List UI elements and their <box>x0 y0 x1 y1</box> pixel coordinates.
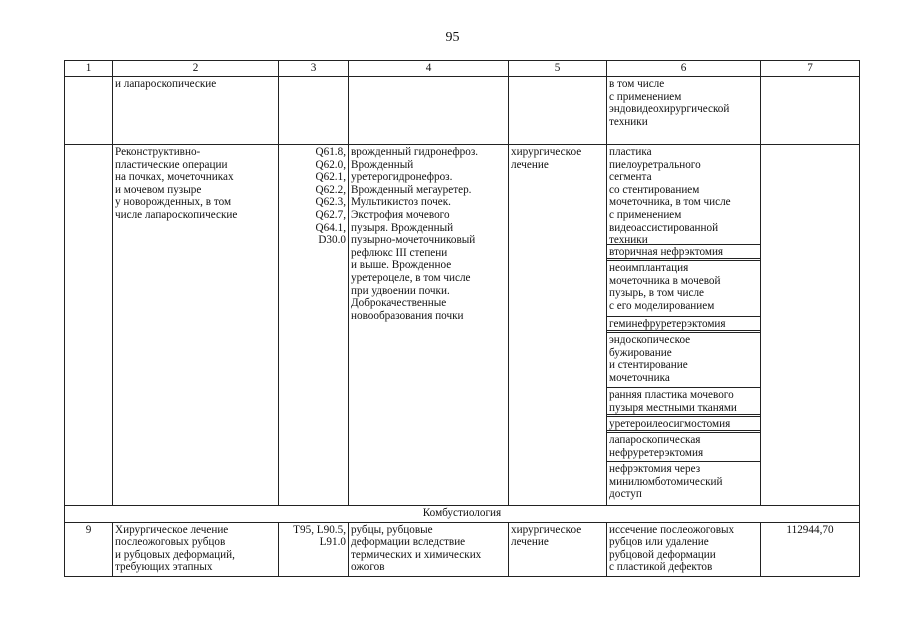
method-item: эндоскопическое бужирование и стентирование мочеточника <box>607 333 760 388</box>
page-number: 95 <box>445 30 460 45</box>
methods-cell <box>607 145 761 506</box>
section-title: Комбустиология <box>65 506 860 523</box>
method-item: лапароскопическая нефруретерэктомия <box>607 433 760 462</box>
method-item: нефрэктомия через минилюмботомический доступ <box>609 463 723 501</box>
row-number-cell <box>65 77 113 145</box>
method-item: ранняя пластика мочевого пузыря местными тканями <box>607 388 760 417</box>
column-number: 4 <box>349 61 509 77</box>
method-item: геминефруретерэктомия <box>607 317 760 333</box>
procedures-table <box>64 60 860 577</box>
treatment-type-cell <box>509 77 607 145</box>
column-number: 6 <box>607 61 761 77</box>
cost-cell <box>761 145 860 506</box>
method-cell: иссечение послеожоговых рубцов или удаление рубцовой деформации с пластикой дефектов <box>607 522 761 576</box>
method-item: уретероилеосигмостомия <box>607 417 760 433</box>
method-item: вторичная нефрэктомия <box>607 245 760 261</box>
operation-name-text: Хирургическое лечение послеожоговых рубцов и рубцовых деформаций, требующих этапных <box>115 523 235 574</box>
diagnosis-cell: рубцы, рубцовые деформации вследствие термических и химических ожогов <box>349 522 509 576</box>
row-number-cell: 9 <box>65 522 113 576</box>
column-number: 5 <box>509 61 607 77</box>
method-item: неоимплантация мочеточника в мочевой пузырь, в том числе с его моделированием <box>607 261 760 317</box>
column-number: 7 <box>761 61 860 77</box>
column-number-row <box>65 61 860 77</box>
column-number: 3 <box>279 61 349 77</box>
cost-cell <box>761 77 860 145</box>
icd-codes-cell <box>279 77 349 145</box>
column-number: 1 <box>65 61 113 77</box>
treatment-type-cell: хирургическое лечение <box>509 145 607 506</box>
method-item: пластика пиелоуретрального сегмента со стентированием мочеточника, в том числе с применением видеоассистированной техники <box>607 145 760 245</box>
icd-codes-cell: Q61.8, Q62.0, Q62.1, Q62.2, Q62.3, Q62.7, Q64.1, D30.0 <box>279 145 349 506</box>
operation-name-cell: Реконструктивно- пластические операции на почках, мочеточниках и мочевом пузыре у новорожденных, в том числе лапароскопические <box>113 145 279 506</box>
table-row <box>65 145 860 506</box>
treatment-type-cell: хирургическое лечение <box>509 522 607 576</box>
operation-name-cell <box>113 522 279 576</box>
table-row <box>65 522 860 576</box>
table-row <box>65 77 860 145</box>
operation-name-cell: и лапароскопические <box>113 77 279 145</box>
diagnosis-cell: врожденный гидронефроз. Врожденный уретерогидронефроз. Врожденный мегауретер. Мультикистоз почек. Экстрофия мочевого пузыря. Врожденный пузырно-мочеточниковый рефлюкс III степени и выше. Врожденное уретероцеле, в том числе при удвоении почки. Доброкачественные новообразования почки <box>349 145 509 506</box>
section-header-row <box>65 506 860 523</box>
row-number-cell <box>65 145 113 506</box>
column-number: 2 <box>113 61 279 77</box>
cost-cell: 112944,70 <box>761 522 860 576</box>
icd-codes-cell: T95, L90.5, L91.0 <box>279 522 349 576</box>
diagnosis-cell <box>349 77 509 145</box>
method-cell: в том числе с применением эндовидеохирургической техники <box>607 77 761 145</box>
